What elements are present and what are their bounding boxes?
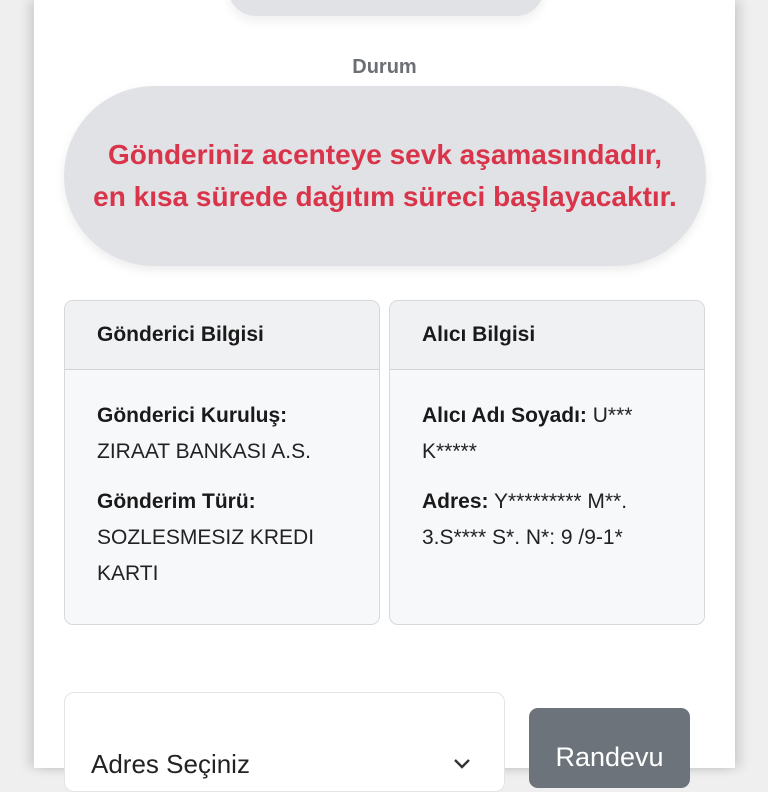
- address-select-placeholder: Adres Seçiniz: [91, 749, 250, 779]
- appointment-button[interactable]: Randevu: [529, 708, 690, 788]
- previous-section-pill: [228, 0, 544, 16]
- sender-card-title: Gönderici Bilgisi: [65, 301, 379, 370]
- recipient-name-value: U*** K*****: [422, 404, 633, 463]
- recipient-name-field: [422, 398, 674, 470]
- shipment-type-value: SOZLESMESIZ KREDI KARTI: [97, 526, 315, 585]
- address-select[interactable]: [64, 692, 505, 792]
- recipient-address-field: [422, 484, 674, 556]
- status-label: Durum: [352, 56, 417, 78]
- shipment-type-label: Gönderim Türü:: [97, 490, 256, 513]
- page-container: [34, 0, 735, 779]
- recipient-address-label: Adres:: [422, 490, 489, 513]
- status-message-box: [64, 86, 706, 266]
- recipient-info-card: [389, 300, 705, 625]
- recipient-address-value: Y********* M**. 3.S**** S*. N*: 9 /9-1*: [422, 490, 628, 549]
- recipient-card-title: Alıcı Bilgisi: [390, 301, 704, 370]
- chevron-down-icon: [453, 755, 471, 773]
- recipient-name-label: Alıcı Adı Soyadı:: [422, 404, 587, 427]
- sender-info-card: [64, 300, 380, 625]
- shipment-type-field: [97, 484, 349, 592]
- sender-organization-field: [97, 398, 349, 470]
- sender-organization-label: Gönderici Kuruluş:: [97, 404, 288, 427]
- sender-organization-value: ZIRAAT BANKASI A.S.: [97, 440, 311, 463]
- status-message: Gönderiniz acenteye sevk aşamasındadır, en kısa sürede dağıtım süreci başlayacaktır.: [93, 139, 677, 212]
